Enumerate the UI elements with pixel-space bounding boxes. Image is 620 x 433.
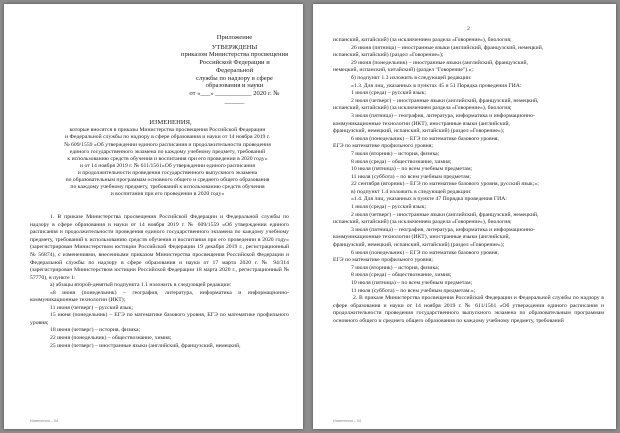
schedule-line: испанский, китайский) (за исключением раздела «Говорение»), биология; xyxy=(333,219,512,226)
schedule-line: 29 июня (понедельник) – иностранные языки (английский, французский, xyxy=(351,59,529,66)
schedule-line: 2 июля (четверг) – иностранные языки (английский, французский, немецкий, xyxy=(351,97,539,104)
schedule-line: 3 июля (пятница) – география, литература, информатика и информационно- xyxy=(351,226,535,233)
list-item: «8 июня (понедельник) – география, литература, информатика и информационно-коммуникационные технологии (ИКТ); xyxy=(30,289,289,304)
schedule-line: 26 июня (пятница) – иностранные языки (английский, французский, немецкий, xyxy=(351,44,544,51)
amendment-list xyxy=(30,282,289,350)
intro-line: и Федеральной службы по надзору в сфере образования и науки от 14 ноября 2019 г. xyxy=(65,134,270,141)
schedule-line: 22 сентября (вторник) – ЕГЭ по математике базового уровня, русский язык;»; xyxy=(351,181,539,188)
approval-date-line: от «___» ___________ 2020 г. № ______ xyxy=(189,89,280,105)
schedule-line: 3 июля (пятница) – география, литература, информатика и информационно- xyxy=(351,112,535,119)
list-item: 11 июня (четверг) – русский язык; xyxy=(50,304,133,311)
schedule-line: 1 июля (среда) – русский язык; xyxy=(351,90,426,97)
schedule-line: 8 июля (среда) – обществознание, химия; xyxy=(351,272,452,279)
schedule-line: немецкий, испанский, китайский) (раздел "Говорение").»; xyxy=(333,67,474,74)
schedule-line: 6 июля (понедельник) – ЕГЭ по математике базового уровня, xyxy=(351,135,499,142)
attachment-title: Приложение xyxy=(216,34,253,41)
approval-line: Российской Федерации и Федеральной xyxy=(199,59,270,74)
intro-line: единого государственного экзамена по каждому учебному предмету, требований xyxy=(69,148,266,155)
schedule-line: б) подпункт 1.3 изложить в следующей редакции: xyxy=(351,74,472,81)
schedule-line: 11 июля (суббота) – по всем учебным предметам; xyxy=(351,173,471,180)
schedule-line: 11 июля (суббота) – по всем учебным предметам.»; xyxy=(351,287,476,294)
intro-line: которые вносятся в приказы Министерства просвещения Российской Федерации xyxy=(69,127,266,134)
approval-block xyxy=(180,34,289,105)
intro-line: к использованию средств обучения и воспитания при его проведении в 2020 году» xyxy=(67,155,268,162)
document-page-2 xyxy=(313,4,616,429)
schedule-line: 10 июля (пятница) – по всем учебным предметам; xyxy=(351,166,473,173)
intro-line: по каждому учебному предмету, требований к использованию средств обучения xyxy=(70,184,265,191)
schedule-line: 6 июля (понедельник) – ЕГЭ по математике базового уровня, xyxy=(351,249,499,256)
schedule-line: ЕГЭ по математике профильного уровня; xyxy=(333,257,433,264)
schedule-line: 10 июля (пятница) – по всем учебным предметам; xyxy=(351,280,473,286)
schedule-line: «1.3. Для лиц, указанных в пунктах 45 и 51 Порядка проведения ГИА: xyxy=(351,82,522,89)
schedule-line: 7 июля (вторник) – история, физика; xyxy=(351,150,440,157)
paragraph-1: 1. В приказе Министерства просвещения Российской Федерации и Федеральной службы по надзору в сфере образования и науки от 14 ноября 2019 г. № 609/1559 «Об утверждении единого расписания и продолжительности проведения единого государственного экзамена по каждому учебному предмету, требований к использованию средств обучения и воспитания при его проведении в 2020 году» (зарегистрирован Министерством юстиции Российской Федерации 19 декабря 2019 г., регистрационный № 56874), с изменениями, внесенными приказом Министерства просвещения Российской Федерации и Федеральной службы по надзору в сфере образования и науки от 17 марта 2020 г. № 94/314 (зарегистрирован Министерством юстиции Российской Федерации 18 марта 2020 г., регистрационный № 57770), в пункте 1: xyxy=(30,214,289,281)
schedule-line: «1.4. Для лиц, указанных в пункте 47 Порядка проведения ГИА: xyxy=(351,196,507,203)
schedule-line: в) подпункт 1.4 изложить в следующей редакции: xyxy=(351,188,472,195)
approval-line: приказом Министерства просвещения xyxy=(180,51,289,59)
page-number: 2 xyxy=(467,26,470,32)
list-item: 18 июня (четверг) – история, физика; xyxy=(50,327,141,334)
intro-line: и воспитания при его проведении в 2020 году» xyxy=(110,191,225,198)
schedule-line: коммуникационные технологии (ИКТ), иностранные языки (английский, xyxy=(333,120,510,127)
document-page-1 xyxy=(4,4,303,429)
approval-line: службы по надзору в сфере xyxy=(196,74,273,82)
schedule-line: французский, немецкий, испанский, китайский) (раздел «Говорение»); xyxy=(333,242,505,249)
intro-line: № 609/1559 «Об утверждении единого расписания и продолжительности проведения xyxy=(64,141,271,148)
paragraph-2: 2. В приказе Министерства просвещения Российской Федерации и Федеральной службы по надзору в сфере образования и науки от 14 ноября 2019 г. № 611/1561 «Об утверждении единого расписания и продолжительности проведения государственного выпускного экзамена по образовательным программам основного общего и среднего общего образования по каждому учебному предмету, требований xyxy=(333,295,604,324)
schedule-line: коммуникационные технологии (ИКТ), иностранные языки (английский, xyxy=(333,234,510,241)
schedule-line: 1 июля (среда) – русский язык; xyxy=(351,204,426,211)
schedule-line: испанский, китайский) (раздел «Говорение»); xyxy=(333,52,444,59)
intro-block xyxy=(46,127,289,198)
schedule-line: ЕГЭ по математике профильного уровня; xyxy=(333,143,433,150)
schedule-line: 2 июля (четверг) – иностранные языки (английский, французский, немецкий, xyxy=(351,211,539,218)
list-item: 15 июня (понедельник) – ЕГЭ по математике базового уровня, ЕГЭ по математике профильного уровня; xyxy=(30,312,289,326)
page-footer: Изменения – 04 xyxy=(333,419,362,423)
list-item: 22 июня (понедельник) – обществознание, химия; xyxy=(50,335,172,342)
approval-line: УТВЕРЖДЕНЫ xyxy=(211,43,258,51)
list-item: 25 июня (четверг) – иностранные языки (английский, французский, немецкий, xyxy=(50,342,241,349)
intro-line: и от 14 ноября 2019 г. № 611/1561«Об утверждении единого расписания xyxy=(80,162,255,169)
intro-line: по образовательным программам основного общего и среднего общего образования xyxy=(65,176,270,183)
page-footer: Изменения – 04 xyxy=(30,419,59,423)
schedule-line: 7 июля (вторник) – история, физика; xyxy=(351,264,440,271)
document-heading: ИЗМЕНЕНИЯ, xyxy=(149,119,192,127)
schedule-line: французский, немецкий, испанский, китайский) (раздел «Говорение»); xyxy=(333,128,505,135)
schedule-line: 8 июля (среда) – обществознание, химия; xyxy=(351,158,452,165)
list-item: а) абзацы второй-девятый подпункта 1.1 изложить в следующей редакции: xyxy=(50,282,232,289)
schedule-lines xyxy=(333,37,604,295)
schedule-line: испанский, китайский) (за исключением раздела «Говорение»), биология; xyxy=(333,105,512,112)
schedule-line: испанский, китайский) (за исключением раздела «Говорение»), биология; xyxy=(333,37,512,43)
intro-line: и продолжительности проведения государственного выпускного экзамена xyxy=(77,169,258,176)
approval-line: образования и науки xyxy=(205,82,264,90)
